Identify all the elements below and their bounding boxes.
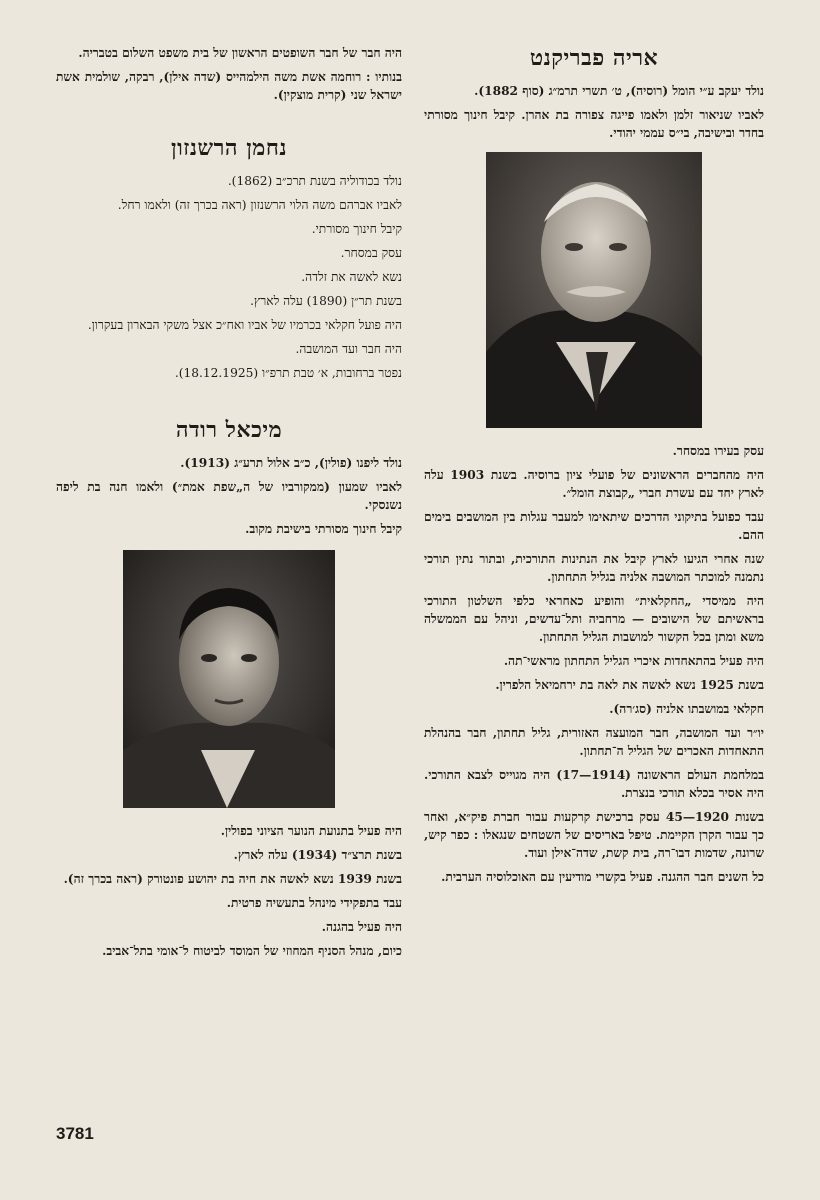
paragraph: נולד יעקב ע״י הומל (רוסיה), ט׳ תשרי תרמ״ג (סוף 1882). bbox=[474, 84, 764, 98]
paragraph: לאביו אברהם משה הלוי הרשנזון (ראה בכרך זה) ולאמו רחל. bbox=[117, 198, 402, 212]
paragraph: כל השנים חבר ההגנה. פעיל בקשרי מודיעין עם האוכלוסיה הערבית. bbox=[441, 870, 764, 884]
entry-title-fabrikant: אריה פבריקנט bbox=[529, 45, 659, 71]
paragraph: בשנת תר״ן (1890) עלה לארץ. bbox=[250, 294, 402, 308]
paragraph: עסק במסחר. bbox=[340, 246, 402, 260]
entry-fabrikant-body bbox=[424, 442, 764, 886]
paragraph: נולד בכודוליה בשנת תרכ״ב (1862). bbox=[227, 174, 402, 188]
page-number: 3781 bbox=[56, 1124, 94, 1143]
paragraph: היה ממיסדי „החקלאית״ והופיע כאחראי כלפי השלטון התורכי בראשיתם של הישובים — מרחביה ותל־עדשים, וניהל עם הממשלה משא ומתן בכל הקשור למושבות הגליל התחתון. bbox=[424, 594, 764, 644]
paragraph: עסק בעירו במסחר. bbox=[672, 444, 764, 458]
paragraph: לאביו שניאור זלמן ולאמו פייגה צפורה בת אהרן. קיבל חינוך מסורתי בחדר ובישיבה, בי״ס עממי יהודי. bbox=[424, 108, 764, 140]
paragraph: עבד בתפקידי מינהל בתעשיה פרטית. bbox=[226, 896, 402, 910]
paragraph: בנותיו : רוחמה אשת משה הילמהייס (שדה אילן), רבקה, שולמית אשת ישראל שני (קרית מוצקין). bbox=[56, 70, 402, 102]
paragraph: בשנות 1920—45 עסק ברכישת קרקעות עבור חברת פיק״א, ואחר כך עבור הקרן הקיימת. טיפל באריסים של השטחים שנגאלו : כפר קיש, שרונה, שדמות דבו־רה, בית קשת, שדה־אילן ועוד. bbox=[424, 810, 764, 860]
paragraph: יו״ר ועד המושבה, חבר המועצה האזורית, גליל תחתון, חבר בהנהלת התאחדות האכרים של הגליל ה־תחתון. bbox=[424, 726, 764, 758]
paragraph: לאביו שמעון (ממקורביו של ה„שפת אמת״) ולאמו חנה בת ליפה נשנסקי. bbox=[56, 480, 402, 512]
left-column bbox=[56, 44, 402, 966]
paragraph: היה פעיל בהתאחדות איכרי הגליל התחתון מראשי־תה. bbox=[503, 654, 764, 668]
entry-title-roda: מיכאל רודה bbox=[175, 417, 283, 443]
entry-title-hershenzon: נחמן הרשנזון bbox=[170, 135, 288, 161]
right-column bbox=[424, 44, 764, 892]
paragraph: קיבל חינוך מסורתי בישיבת מקוב. bbox=[245, 522, 402, 536]
paragraph: היה פעיל בהגנה. bbox=[321, 920, 402, 934]
entry-hershenzon-body bbox=[56, 172, 402, 382]
paragraph: בשנת תרצ״ד (1934) עלה לארץ. bbox=[233, 848, 402, 862]
paragraph: נשא לאשה את זלדה. bbox=[301, 270, 402, 284]
paragraph: שנה אחרי הגיעו לארץ קיבל את הנתינות התורכית, ובתור נתין תורכי נתמנה למוכתר המושבה אלניה בגליל התחתון. bbox=[424, 552, 764, 584]
paragraph: בשנת 1925 נשא לאשה את לאה בת ירחמיאל הלפרין. bbox=[495, 678, 764, 692]
paragraph: חקלאי במושבתו אלניה (סג׳רה). bbox=[609, 702, 764, 716]
paragraph: היה מהחברים הראשונים של פועלי ציון ברוסיה. בשנת 1903 עלה לארץ יחד עם עשרת חברי „קבוצת הומל״. bbox=[424, 468, 764, 500]
paragraph: עבד כפועל בתיקוני הדרכים שיתאימו למעבר עגלות בין המושבים בימים ההם. bbox=[424, 510, 764, 542]
paragraph: במלחמת העולם הראשונה (1914—17) היה מגוייס לצבא התורכי. היה אסיר בכלא תורכי בנצרת. bbox=[424, 768, 764, 800]
entry-fabrikant-intro bbox=[424, 82, 764, 142]
paragraph: היה פעיל בתנועת הנוער הציוני בפולין. bbox=[220, 824, 402, 838]
portrait-photo-roda bbox=[123, 550, 335, 808]
paragraph: נפטר ברחובות, א׳ טבת תרפ״ו (18.12.1925). bbox=[174, 366, 402, 380]
paragraph: היה חבר ועד המושבה. bbox=[295, 342, 402, 356]
paragraph: בשנת 1939 נשא לאשה את חיה בת יהושע פונטורק (ראה בכרך זה). bbox=[63, 872, 402, 886]
paragraph: נולד ליפנו (פולין), כ״ב אלול תרע״ג (1913). bbox=[180, 456, 402, 470]
paragraph: כיום, מנהל הסניף המחוזי של המוסד לביטוח ל־אומי בתל־אביב. bbox=[102, 944, 402, 958]
paragraph: היה חבר של חבר השופטים הראשון של בית משפט השלום בטבריה. bbox=[78, 46, 402, 60]
paragraph: היה פועל חקלאי בכרמיו של אביו ואח״כ אצל משקי הבארון בעקרון. bbox=[87, 318, 402, 332]
entry-roda-body bbox=[56, 822, 402, 960]
paragraph: קיבל חינוך מסורתי. bbox=[311, 222, 402, 236]
entry-roda-intro bbox=[56, 454, 402, 538]
portrait-photo-fabrikant bbox=[486, 152, 702, 428]
entry-fabrikant-continued bbox=[56, 44, 402, 104]
